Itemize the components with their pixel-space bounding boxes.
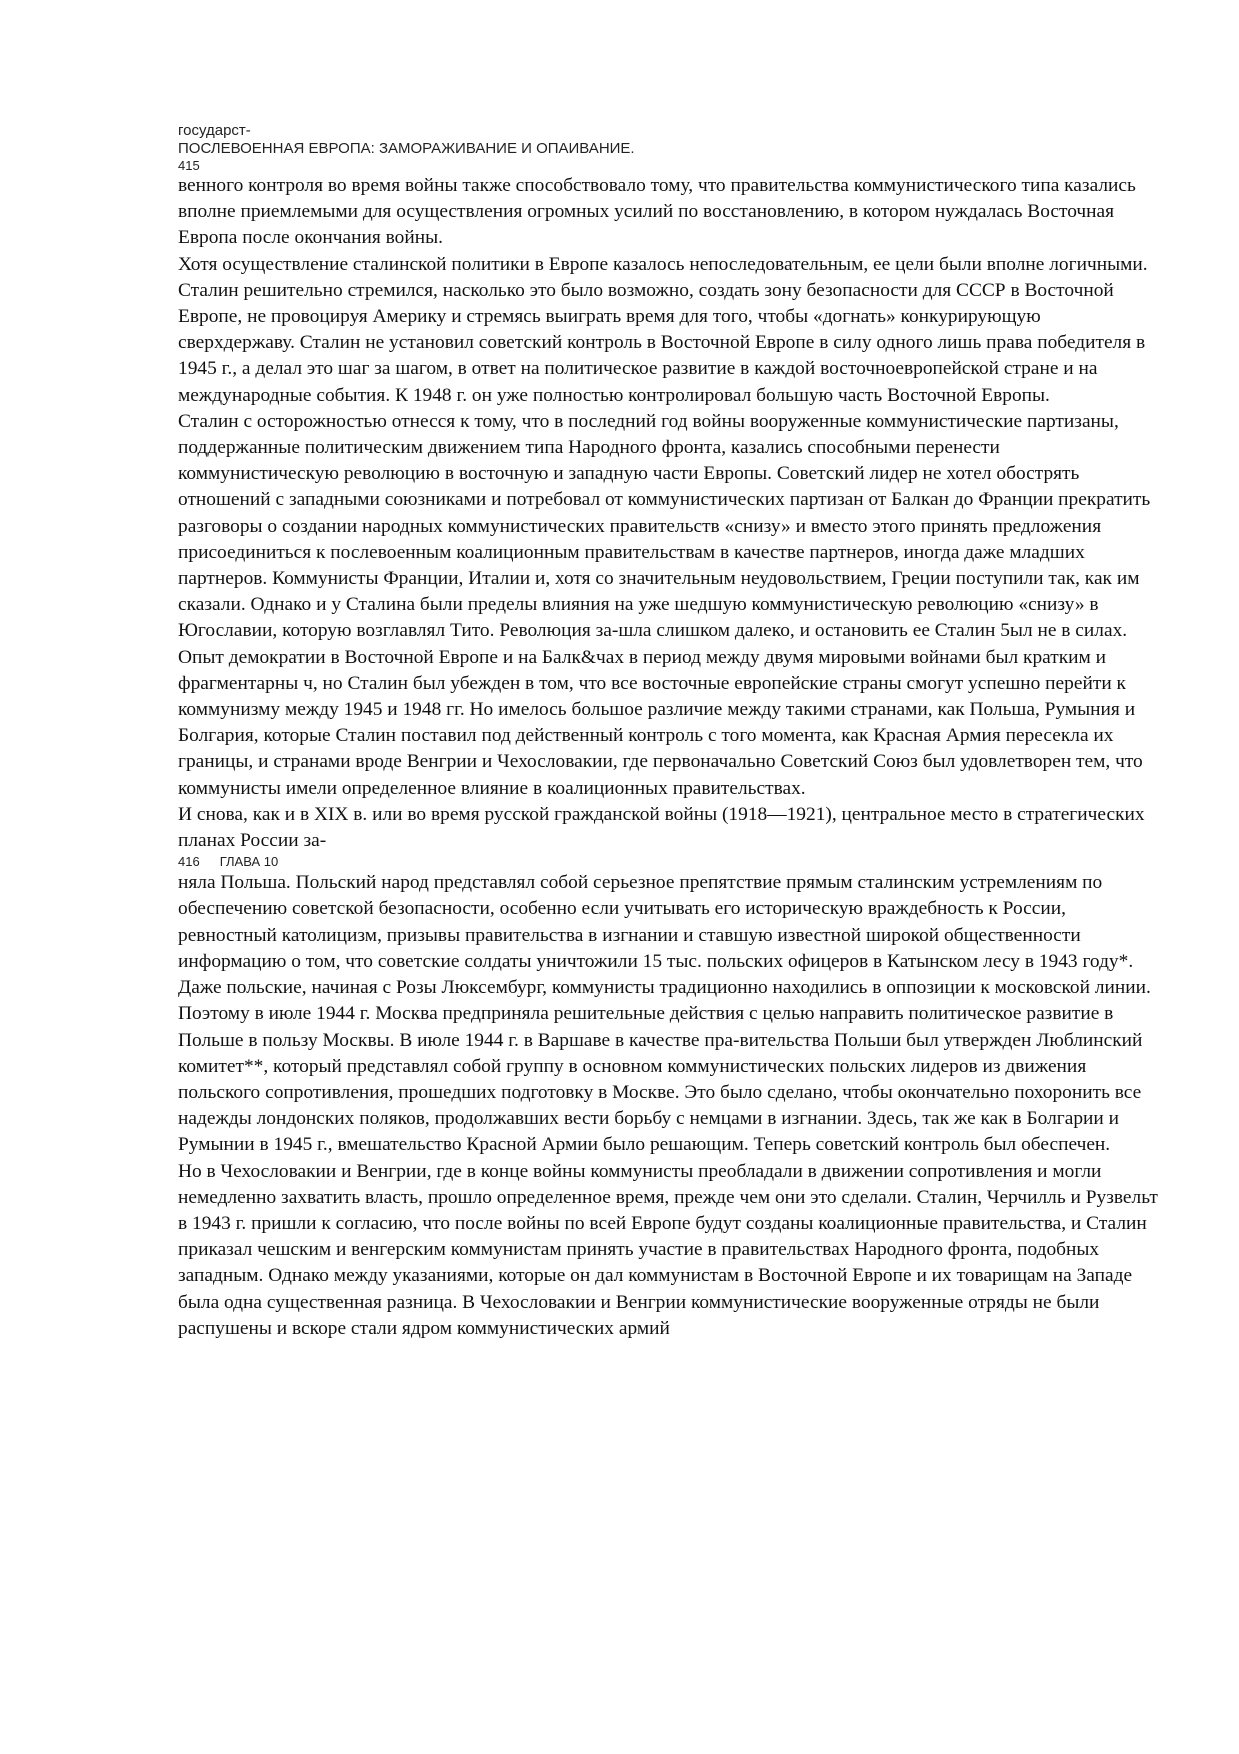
text-block-2 bbox=[178, 870, 1158, 1342]
document-page bbox=[178, 122, 1158, 1342]
page-number: 416 bbox=[178, 854, 200, 870]
page-folio bbox=[178, 854, 1158, 870]
text-block-1 bbox=[178, 173, 1158, 854]
paragraph: няла Польша. Польский народ представлял собой серьезное препятствие прямым сталинским устремлениям по обеспечению советской безопасности, особенно если учитывать его историческую враждебность к России, ревностный католицизм, призывы правительства в изгнании и ставшую известной широкой общественности информацию о том, что советские солдаты уничтожили 15 тыс. польских офицеров в Катынском лесу в 1943 году*. Даже польские, начиная с Розы Люксембург, коммунисты традиционно находились в оппозиции к московской линии. Поэтому в июле 1944 г. Москва предприняла решительные действия с целью направить политическое развитие в Польше в пользу Москвы. В июле 1944 г. в Варшаве в качестве пра-вительства Польши был утвержден Люблинский комитет**, который представлял собой группу в основном коммунистических польских лидеров из движения польского сопротивления, прошедших подготовку в Москве. Это было сделано, чтобы окончательно похоронить все надежды лондонских поляков, продолжавших вести борьбу с немцами в изгнании. Здесь, так же как в Болгарии и Румынии в 1945 г., вмешательство Красной Армии было решающим. Теперь советский контроль был обеспечен. bbox=[178, 872, 1151, 1156]
hyphen-fragment: государст- bbox=[178, 122, 251, 139]
running-head: ПОСЛЕВОЕННАЯ ЕВРОПА: ЗАМОРАЖИВАНИЕ И ОПАИВАНИЕ. bbox=[178, 140, 635, 157]
paragraph: венного контроля во время войны также способствовало тому, что правительства коммунистического типа казались вполне приемлемыми для осуществления огромных усилий по восстановлению, в котором нуждалась Восточная Европа после окончания войны. bbox=[178, 175, 1136, 249]
paragraph: И снова, как и в XIX в. или во время русской гражданской войны (1918—1921), центральное место в стратегических планах России за- bbox=[178, 803, 1145, 852]
paragraph: Сталин с осторожностью отнесся к тому, что в последний год войны вооруженные коммунистические партизаны, поддержанные политическим движением типа Народного фронта, казались способными перенести коммунистическую революцию в восточную и западную части Европы. Советский лидер не хотел обострять отношений с западными союзниками и потребовал от коммунистических партизан от Балкан до Франции прекратить разговоры о создании народных коммунистических правительств «снизу» и вместо этого принять предложения присоединиться к послевоенным коалиционным правительствам в качестве партнеров, иногда даже младших партнеров. Коммунисты Франции, Италии и, хотя со значительным неудовольствием, Греции поступили так, как им сказали. Однако и у Сталина были пределы влияния на уже шедшую коммунистическую революцию «снизу» в Югославии, которую возглавлял Тито. Революция за-шла слишком далеко, и остановить ее Сталин 5ыл не в силах. Опыт демократии в Восточной Европе и на Балк&чах в период между двумя мировыми войнами был кратким и фрагментарны ч, но Сталин был убежден в том, что все восточные европейские страны смогут успешно перейти к коммунизму между 1945 и 1948 гг. Но имелось большое различие между такими странами, как Польша, Румыния и Болгария, которые Сталин поставил под действенный контроль с того момента, как Красная Армия пересекла их границы, и странами вроде Венгрии и Чехословакии, где первоначально Советский Союз был удовлетворен тем, что коммунисты имели определенное влияние в коалиционных правительствах. bbox=[178, 410, 1151, 799]
chapter-label: ГЛАВА 10 bbox=[219, 854, 279, 870]
paragraph: Но в Чехословакии и Венгрии, где в конце войны коммунисты преобладали в движении сопротивления и могли немедленно захватить власть, прошло определенное время, прежде чем они это сделали. Сталин, Черчилль и Рузвельт в 1943 г. пришли к согласию, что после войны по всей Европе будут созданы коалиционные правительства, и Сталин приказал чешским и венгерским коммунистам принять участие в правительствах Народного фронта, подобных западным. Однако между указаниями, которые он дал коммунистам в Восточной Европе и их товарищам на Западе была одна существенная разница. В Чехословакии и Венгрии коммунистические вооруженные отряды не были распушены и вскоре стали ядром коммунистических армий bbox=[178, 1160, 1158, 1339]
page-number: 415 bbox=[178, 158, 200, 173]
paragraph: Хотя осуществление сталинской политики в Европе казалось непоследовательным, ее цели были вполне логичными. Сталин решительно стремился, насколько это было возможно, создать зону безопасности для СССР в Восточной Европе, не провоцируя Америку и стремясь выиграть время для того, чтобы «догнать» конкурирующую сверхдержаву. Сталин не установил советский контроль в Восточной Европе в силу одного лишь права победителя в 1945 г., а делал это шаг за шагом, в ответ на политическое развитие в каждой восточноевропейской стране и на международные события. К 1948 г. он уже полностью контролировал большую часть Восточной Европы. bbox=[178, 253, 1148, 406]
